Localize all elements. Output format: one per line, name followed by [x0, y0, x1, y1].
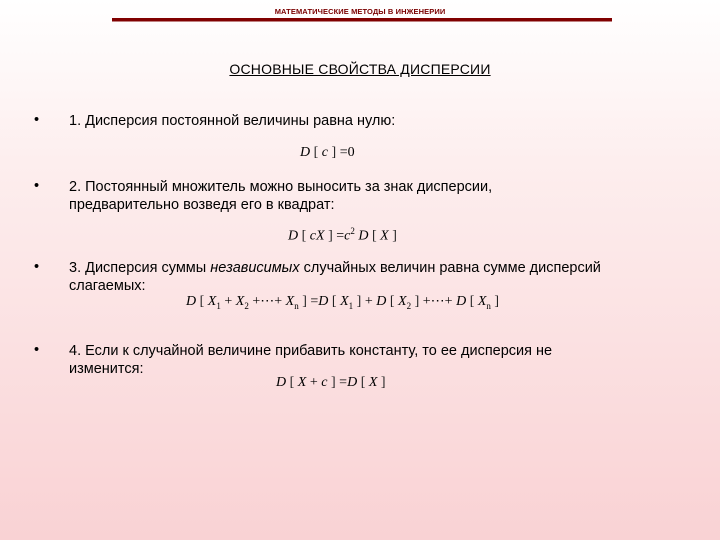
property-2-text — [69, 178, 689, 214]
formula-2: D [ cX ] $=c^2$ D [ X ] — [288, 226, 397, 244]
property-3-text: 3. Дисперсия суммы независимых случайных величин равна сумме дисперсий слагаемых: — [69, 259, 689, 295]
property-4-line1: 4. Если к случайной величине прибавить константу, то ее дисперсия не — [69, 343, 553, 359]
formula-3: D [ $X_1 + X_2$ +⋯+ $X_n$ ] =D [ $X_1$ ] + D [ $X_2$ ] +⋯+ D [ $X_n$ ] — [186, 294, 500, 311]
property-1-line1: 1. Дисперсия постоянной величины равна нулю: — [69, 113, 396, 129]
property-2-line1: 2. Постоянный множитель можно выносить за знак дисперсии, — [69, 179, 493, 195]
page-title: ОСНОВНЫЕ СВОЙСТВА ДИСПЕРСИИ — [229, 61, 491, 77]
bullet-4: • — [34, 342, 40, 358]
formula-1: D [ c ] =0 — [300, 145, 355, 160]
property-3-line2: слагаемых: — [69, 278, 146, 294]
property-4-line2: изменится: — [69, 361, 144, 377]
bullet-3: • — [34, 259, 40, 275]
header-title: МАТЕМАТИЧЕСКИЕ МЕТОДЫ В ИНЖЕНЕРИИ — [274, 7, 446, 16]
property-1-text — [69, 112, 689, 130]
header-divider — [112, 18, 612, 22]
property-2-line2: предварительно возведя его в квадрат: — [69, 197, 335, 213]
formula-4: D [ X + c ] =D [ X ] — [276, 375, 386, 390]
property-4-text — [69, 342, 689, 378]
property-3-italic: независимых — [210, 260, 300, 276]
bullet-1: • — [34, 112, 40, 128]
bullet-2: • — [34, 178, 40, 194]
